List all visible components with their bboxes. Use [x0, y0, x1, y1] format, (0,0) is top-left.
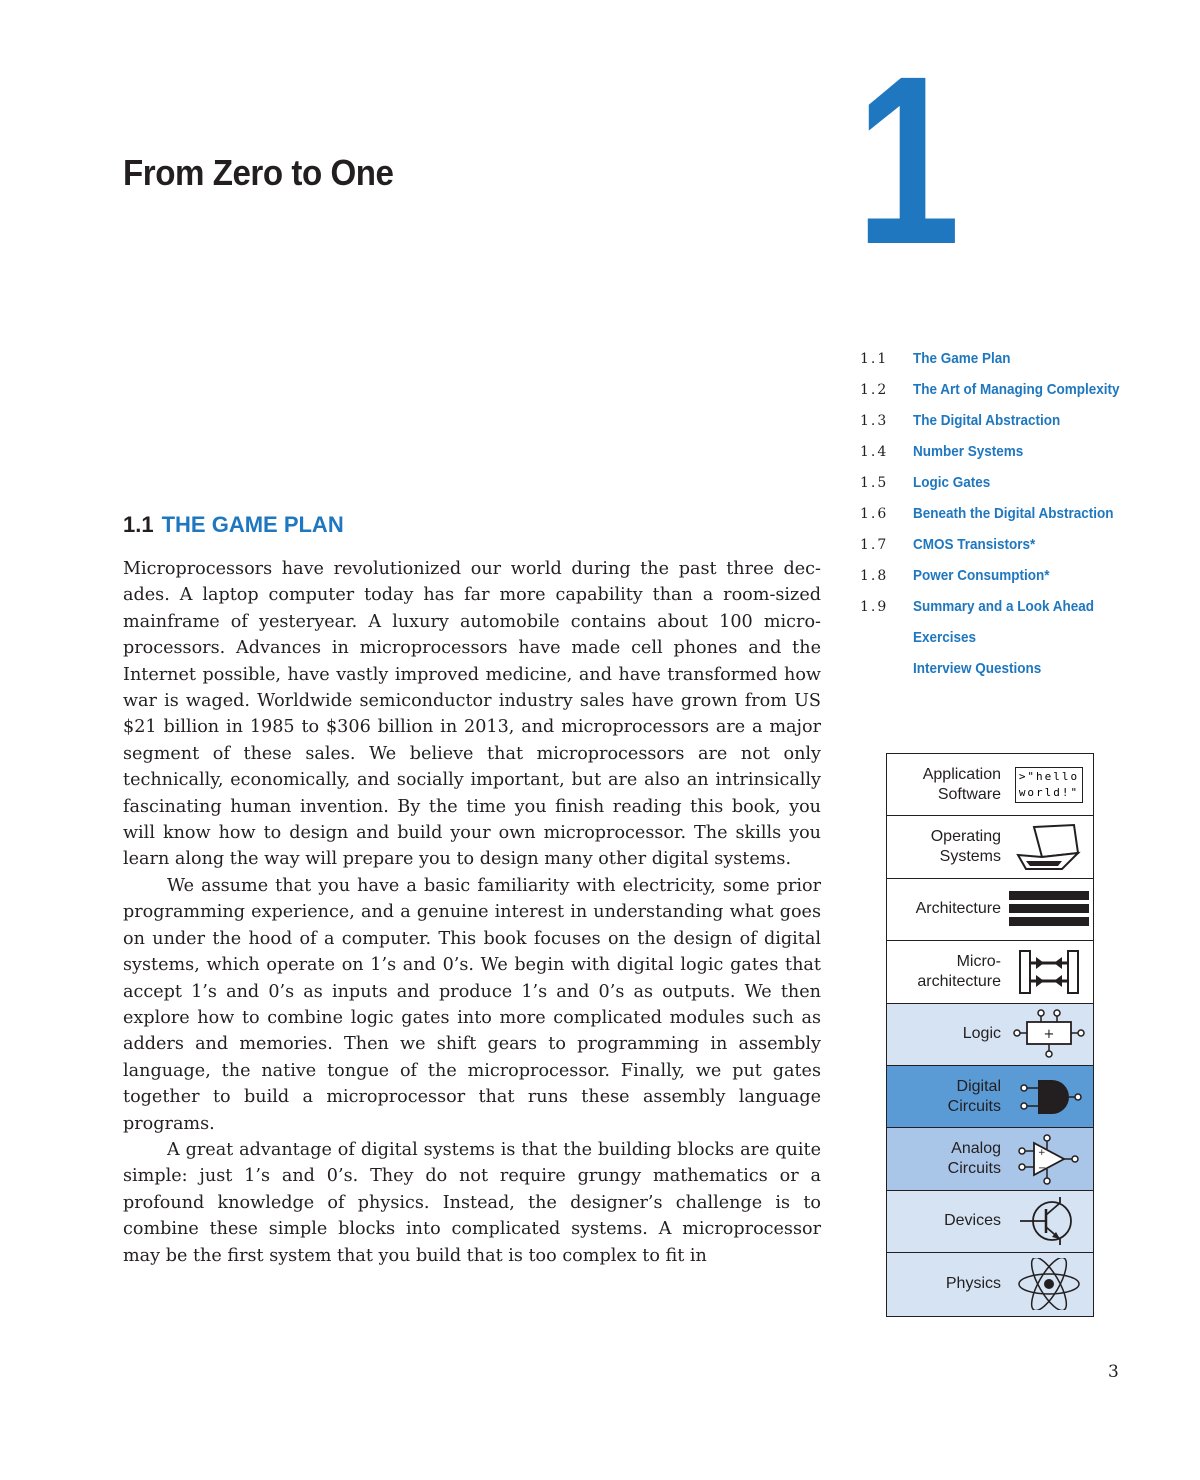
toc-item[interactable] [860, 503, 1160, 525]
chapter-number: 1 [856, 26, 961, 294]
toc-label[interactable]: Number Systems [913, 443, 1024, 460]
layer-label: Analog Circuits [947, 1140, 1001, 1178]
toc-label[interactable]: The Game Plan [913, 350, 1011, 367]
layer-label: Application Software [922, 765, 1001, 803]
paragraph: We assume that you have a basic familiarity with electricity, some prior programming experience, and a genuine interest in understanding what goes on under the hood of a computer. This book focuses on the design of digital systems, which operate on 1’s and 0’s. We begin with digital logic gates that accept 1’s and 0’s as inputs and produce 1’s and 0’s as outputs. We then explore how to combine logic gates into more complicated modules such as adders and memories. Then we shift gears to programming in assembly language, the native tongue of the microprocessor. Finally, we put gates together to build a microprocessor that runs these assembly language programs. [123, 875, 821, 1134]
layer-analog-circuits [887, 1128, 1093, 1190]
toc-label[interactable]: Exercises [913, 629, 977, 646]
datapath-icon [1007, 943, 1091, 1001]
svg-text:+: + [1043, 1027, 1055, 1043]
toc-label[interactable]: The Digital Abstraction [913, 412, 1061, 429]
amplifier-icon [1007, 1130, 1091, 1188]
toc-item[interactable] [860, 627, 1160, 649]
chapter-title: From Zero to One [123, 152, 394, 193]
toc-number: 1.8 [860, 568, 889, 584]
layer-label: Micro- architecture [917, 952, 1001, 990]
body-text [123, 556, 821, 1269]
layer-label: Physics [945, 1275, 1001, 1293]
toc-item[interactable] [860, 379, 1160, 401]
layer-operating-systems [887, 816, 1093, 878]
toc-label[interactable]: Logic Gates [913, 474, 991, 491]
atom-icon [1007, 1255, 1091, 1313]
toc-number: 1.5 [860, 475, 889, 491]
paragraph: Microprocessors have revolutionized our world during the past three decades. A laptop computer today has far more capability than a room-sized mainframe of yesteryear. A luxury automobile contains about 100 microprocessors. Advances in microprocessors have made cell phones and the Internet possible, have vastly improved medicine, and have transformed how war is waged. Worldwide semiconductor industry sales have grown from US $21 billion in 1985 to $306 billion in 2013, and microprocessors are a major segment of these sales. We believe that microprocessors are not only technically, economically, and socially important, but are also an intrinsically fascinating human invention. By the time you finish reading this book, you will know how to design and build your own microprocessor. The skills you learn along the way will prepare you to design many other digital systems. [123, 559, 821, 870]
section-heading [123, 512, 344, 538]
layer-microarchitecture [887, 941, 1093, 1003]
svg-text:+: + [1038, 1148, 1046, 1159]
instruction-bars-icon [1007, 880, 1091, 938]
layer-label: Architecture [915, 900, 1001, 918]
toc-item[interactable] [860, 565, 1160, 587]
toc-label[interactable]: Interview Questions [913, 660, 1042, 677]
abstraction-stack-figure [886, 753, 1094, 1317]
toc-label[interactable]: Power Consumption* [913, 567, 1050, 584]
hello-world-program-icon [1007, 756, 1091, 814]
toc-item[interactable] [860, 596, 1160, 618]
toc-number: 1.3 [860, 413, 889, 429]
transistor-icon [1007, 1192, 1091, 1250]
layer-physics [887, 1253, 1093, 1315]
adder-block-icon [1007, 1005, 1091, 1063]
hello-world-text: >"hello world!" [1015, 767, 1083, 803]
section-number: 1.1 [123, 512, 154, 537]
toc-label[interactable]: CMOS Transistors* [913, 536, 1036, 553]
toc-number: 1.1 [860, 351, 889, 367]
toc-item[interactable] [860, 441, 1160, 463]
layer-devices [887, 1191, 1093, 1253]
layer-digital-circuits [887, 1066, 1093, 1128]
toc-label[interactable]: Beneath the Digital Abstraction [913, 505, 1114, 522]
toc-label[interactable]: The Art of Managing Complexity [913, 381, 1120, 398]
svg-text:−: − [1038, 1163, 1047, 1175]
toc-item[interactable] [860, 534, 1160, 556]
toc-number: 1.7 [860, 537, 889, 553]
toc-number: 1.4 [860, 444, 889, 460]
layer-logic [887, 1004, 1093, 1066]
page-number: 3 [1108, 1362, 1119, 1382]
layer-label: Digital Circuits [947, 1077, 1001, 1115]
chapter-contents [860, 348, 1160, 689]
layer-application-software [887, 754, 1093, 816]
toc-item[interactable] [860, 410, 1160, 432]
section-title: THE GAME PLAN [161, 512, 344, 537]
toc-item[interactable] [860, 348, 1160, 370]
layer-label: Logic [962, 1025, 1001, 1043]
toc-label[interactable]: Summary and a Look Ahead [913, 598, 1095, 615]
toc-number [860, 658, 913, 680]
toc-number: 1.9 [860, 599, 889, 615]
paragraph: A great advantage of digital systems is that the building blocks are quite simple: just 1’s and 0’s. They do not require grungy mathematics or a profound knowledge of physics. Instead, the designer’s challenge is to combine these simple blocks into complicated systems. A microprocessor may be the first system that you build that is too complex to fit in [123, 1139, 821, 1266]
and-gate-icon [1007, 1068, 1091, 1126]
toc-number [860, 627, 913, 649]
toc-item[interactable] [860, 472, 1160, 494]
toc-item[interactable] [860, 658, 1160, 680]
layer-label: Operating Systems [930, 828, 1001, 866]
layer-label: Devices [944, 1212, 1001, 1230]
toc-number: 1.2 [860, 382, 889, 398]
layer-architecture [887, 879, 1093, 941]
laptop-icon [1007, 818, 1091, 876]
toc-number: 1.6 [860, 506, 889, 522]
